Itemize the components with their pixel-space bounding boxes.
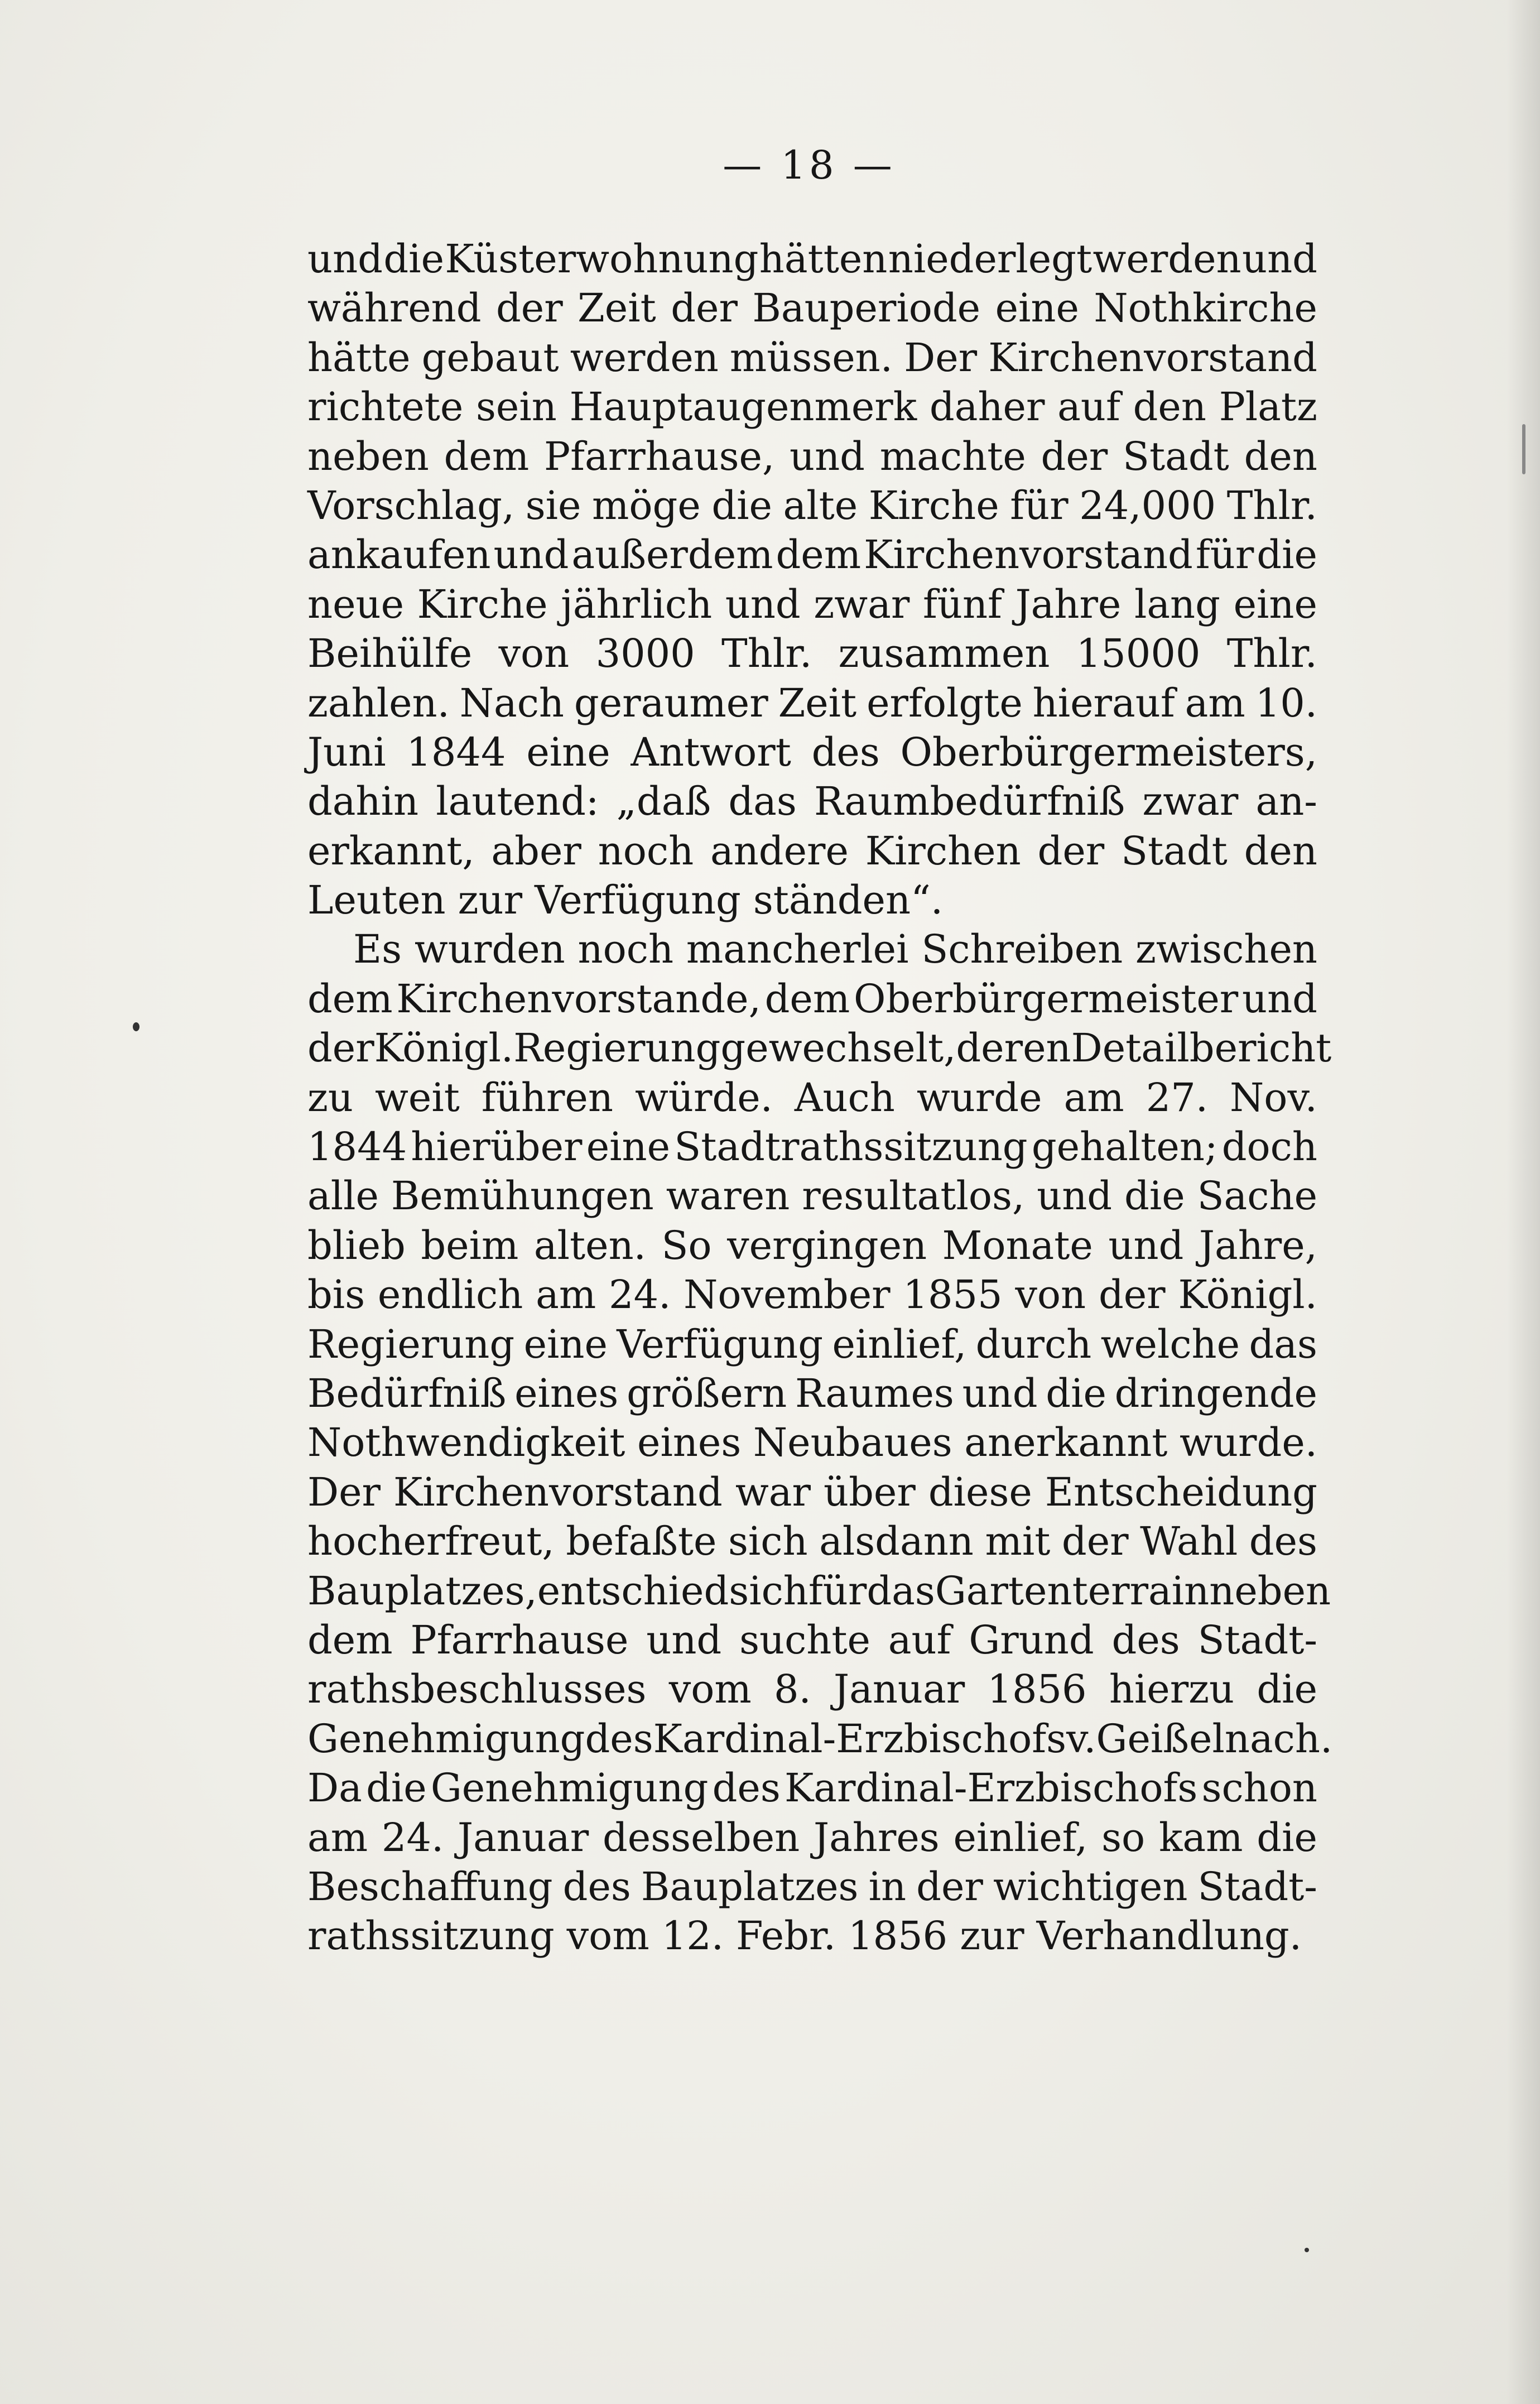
word: für — [1010, 482, 1069, 528]
word: werden — [1093, 236, 1241, 282]
word: machte — [879, 433, 1026, 479]
word: Pfarrhause — [410, 1617, 629, 1663]
word: Nov. — [1230, 1074, 1317, 1121]
word: suchte — [739, 1617, 870, 1663]
word: Bauperiode — [752, 285, 981, 331]
word: das — [867, 1568, 935, 1614]
word: Bedürfniß — [307, 1370, 507, 1416]
word: Stadt — [1121, 828, 1228, 874]
text-line — [307, 382, 1317, 431]
word: werden — [570, 334, 719, 381]
word: gebaut — [421, 334, 559, 381]
word: 1844 — [307, 1124, 407, 1170]
text-line — [307, 1270, 1317, 1319]
word: zwar — [1142, 778, 1239, 825]
word: am — [1063, 1074, 1124, 1121]
word: erkannt, — [307, 828, 475, 874]
text-line — [307, 1763, 1317, 1812]
text-line — [307, 629, 1317, 678]
word: zusammen — [838, 631, 1050, 677]
word: und — [1242, 236, 1317, 282]
word: geraumer — [574, 680, 768, 726]
word: Geißel — [1096, 1715, 1225, 1762]
word: möge — [592, 482, 701, 528]
text-line — [307, 1566, 1331, 1616]
word: Bemühungen — [391, 1173, 654, 1219]
text-line — [307, 1616, 1317, 1665]
word: Auch — [794, 1074, 895, 1121]
word: Detailbericht — [1071, 1025, 1332, 1071]
word: Genehmigung — [430, 1765, 709, 1811]
word: war — [735, 1469, 811, 1515]
word: die — [1257, 1666, 1317, 1713]
word: 1855 — [903, 1272, 1003, 1318]
word: 24. — [609, 1272, 671, 1318]
word: zahlen. — [307, 680, 450, 726]
word: hocherfreut, — [307, 1518, 555, 1565]
word: Thlr. — [1226, 631, 1317, 677]
word: eine — [526, 729, 610, 775]
word: eine — [586, 1124, 671, 1170]
word: Es — [353, 926, 402, 973]
word: der — [1098, 1272, 1166, 1318]
word: sich — [729, 1568, 808, 1614]
word: Leuten — [307, 877, 446, 924]
word: und — [1037, 1173, 1113, 1219]
word: welche — [1100, 1321, 1240, 1367]
word: und — [725, 581, 801, 627]
word: am — [307, 1814, 368, 1860]
word: auf — [1057, 384, 1120, 430]
word: Grund — [969, 1617, 1094, 1663]
word: Wahl — [1140, 1518, 1238, 1565]
word: Vorschlag, — [307, 482, 515, 528]
word: außerdem — [571, 532, 773, 578]
word: alten. — [533, 1222, 646, 1268]
word: Kardinal-Erzbischofs — [784, 1765, 1198, 1811]
word: So — [661, 1222, 712, 1268]
word: so — [1101, 1814, 1146, 1860]
word: und — [307, 236, 383, 282]
word: des — [562, 1863, 631, 1910]
word: die — [383, 236, 444, 282]
word: rathsbeschlusses — [307, 1666, 647, 1713]
text-line — [307, 826, 1317, 876]
text-line — [307, 1418, 1317, 1467]
word: einlief, — [953, 1814, 1088, 1860]
word: Königl. — [1178, 1272, 1317, 1318]
word: 8. — [774, 1666, 811, 1713]
word: des — [585, 1715, 653, 1762]
word: eine — [995, 285, 1079, 331]
word: endlich — [377, 1272, 523, 1318]
word: Stadt — [1123, 433, 1229, 479]
word: hierüber — [411, 1124, 583, 1170]
word: wurde — [916, 1074, 1042, 1121]
word: 27. — [1146, 1074, 1209, 1121]
word: von — [1015, 1272, 1086, 1318]
word: und — [493, 532, 569, 578]
word: die — [366, 1765, 427, 1811]
word: befaßte — [566, 1518, 717, 1565]
word: ankaufen — [307, 532, 491, 578]
print-speck — [1522, 424, 1525, 474]
body-text — [307, 234, 1333, 1961]
word: Kirche — [417, 581, 548, 627]
word: beim — [421, 1222, 519, 1268]
word: dem — [307, 1617, 393, 1663]
text-line — [307, 1862, 1317, 1911]
word: hierzu — [1109, 1666, 1235, 1713]
text-line — [307, 974, 1317, 1023]
text-line — [307, 234, 1317, 283]
word: Schreiben — [921, 926, 1123, 973]
word: Oberbürgermeisters, — [900, 729, 1317, 775]
text-line — [307, 1665, 1317, 1714]
word: Kardinal-Erzbischofs — [653, 1715, 1067, 1762]
word: waren — [666, 1173, 790, 1219]
word: die — [1046, 1370, 1106, 1416]
word: Küsterwohnung — [445, 236, 759, 282]
text-line — [307, 1023, 1332, 1073]
word: entschied — [537, 1568, 729, 1614]
word: desselben — [603, 1814, 800, 1860]
text-line — [307, 432, 1317, 481]
word: neue — [307, 581, 405, 627]
word: gewechselt, — [720, 1025, 956, 1071]
word: 24. — [381, 1814, 444, 1860]
word: der — [495, 285, 563, 331]
word: 10. — [1255, 680, 1317, 726]
word: neben — [1209, 1568, 1331, 1614]
word: am — [536, 1272, 596, 1318]
word: hätte — [307, 334, 411, 381]
word: der — [671, 285, 738, 331]
word: Verfügung — [617, 1321, 824, 1367]
word: und — [646, 1617, 722, 1663]
word: Gartenterrain — [935, 1568, 1210, 1614]
word: Juni — [307, 729, 386, 775]
word: „daß — [616, 778, 711, 825]
word: wichtigen — [993, 1863, 1188, 1910]
word: Raumbedürfniß — [814, 778, 1125, 825]
word: erfolgte — [867, 680, 1023, 726]
word: rathssitzung — [307, 1913, 555, 1959]
text-line — [307, 1369, 1317, 1418]
word: Jahres — [814, 1814, 940, 1860]
word: daher — [929, 384, 1045, 430]
word: jährlich — [561, 581, 713, 627]
text-line — [307, 1517, 1317, 1566]
word: anerkannt — [964, 1420, 1168, 1466]
text-line — [307, 1813, 1317, 1862]
word: Kirchenvorstande, — [396, 975, 761, 1022]
word: alle — [307, 1173, 379, 1219]
text-line — [307, 580, 1317, 629]
word: Stadt- — [1197, 1617, 1317, 1663]
word: Kirchenvorstand — [393, 1469, 723, 1515]
word: dem — [444, 433, 530, 479]
text-line-paragraph-start — [307, 925, 1317, 974]
word: der — [1061, 1518, 1129, 1565]
word: eine — [1233, 581, 1317, 627]
word: nach. — [1224, 1715, 1333, 1762]
word: Antwort — [631, 729, 791, 775]
word: v. — [1066, 1715, 1096, 1762]
word: Nothwendigkeit — [307, 1420, 625, 1466]
word: für — [1195, 532, 1254, 578]
word: Febr. — [736, 1913, 836, 1959]
word: dem — [764, 975, 850, 1022]
word: sich — [728, 1518, 808, 1565]
text-line — [307, 333, 1317, 382]
word: Regierung — [513, 1025, 721, 1071]
word: würde. — [634, 1074, 773, 1121]
word: Januar — [458, 1814, 589, 1860]
word: wurde. — [1180, 1420, 1317, 1466]
word: der — [307, 1025, 374, 1071]
word: die — [711, 482, 772, 528]
word: von — [498, 631, 570, 677]
word: deren — [956, 1025, 1071, 1071]
word: den — [1244, 828, 1317, 874]
word: Sache — [1197, 1173, 1317, 1219]
word: noch — [578, 926, 674, 973]
word: Neubaues — [753, 1420, 952, 1466]
word: der — [1041, 433, 1108, 479]
word: November — [684, 1272, 891, 1318]
text-line — [307, 283, 1317, 333]
word: Entscheidung — [1045, 1469, 1317, 1515]
word: zur — [960, 1913, 1024, 1959]
word: des — [712, 1765, 781, 1811]
word: Pfarrhause, — [544, 433, 775, 479]
word: wurden — [414, 926, 565, 973]
word: ständen“. — [753, 877, 944, 924]
word: den — [1133, 384, 1206, 430]
word: Januar — [834, 1666, 965, 1713]
word: fünf — [922, 581, 1002, 627]
word: 1856 — [987, 1666, 1087, 1713]
word: bis — [307, 1272, 365, 1318]
text-line — [307, 1221, 1317, 1270]
word: das — [1249, 1321, 1317, 1367]
word: Zeit — [578, 285, 656, 331]
word: zwischen — [1135, 926, 1317, 973]
word: Nach — [459, 680, 565, 726]
word: hierauf — [1032, 680, 1175, 726]
print-speck — [133, 1022, 139, 1031]
word: hätten — [759, 236, 888, 282]
print-speck — [1305, 2248, 1309, 2252]
word: auf — [888, 1617, 951, 1663]
word: Monate — [942, 1222, 1093, 1268]
word: Oberbürgermeister — [853, 975, 1239, 1022]
word: 1844 — [406, 729, 506, 775]
word: Platz — [1219, 384, 1317, 430]
word: eines — [637, 1420, 742, 1466]
text-line — [307, 1320, 1317, 1369]
text-line-paragraph-end — [307, 1911, 1317, 1960]
word: durch — [975, 1321, 1092, 1367]
word: Kirchenvorstand — [988, 334, 1317, 381]
word: müssen. — [729, 334, 893, 381]
word: doch — [1221, 1124, 1317, 1170]
word: mit — [985, 1518, 1051, 1565]
word: 12. — [661, 1913, 724, 1959]
word: Kirche — [868, 482, 999, 528]
text-line — [307, 777, 1317, 826]
word: und — [790, 433, 865, 479]
word: Stadt- — [1197, 1863, 1317, 1910]
word: neben — [307, 433, 429, 479]
word: Der — [904, 334, 978, 381]
word: einlief, — [832, 1321, 967, 1367]
word: richtete — [307, 384, 464, 430]
page-number: — 18 — — [723, 142, 896, 188]
word: eine — [523, 1321, 608, 1367]
word: an- — [1255, 778, 1317, 825]
word: die — [1257, 532, 1317, 578]
word: Jahre, — [1199, 1222, 1317, 1268]
word: zu — [307, 1074, 353, 1121]
word: Genehmigung — [307, 1715, 585, 1762]
word: zur — [458, 877, 523, 924]
word: alte — [783, 482, 858, 528]
word: eines — [514, 1370, 619, 1416]
text-line — [307, 1122, 1317, 1171]
word: 15000 — [1076, 631, 1201, 677]
word: resultatlos, — [802, 1173, 1025, 1219]
word: dem — [307, 975, 393, 1022]
word: Stadtrathssitzung — [674, 1124, 1028, 1170]
word: Raumes — [795, 1370, 954, 1416]
word: und — [1108, 1222, 1184, 1268]
word: dahin — [307, 778, 419, 825]
page-edge-shadow — [1507, 0, 1540, 2404]
word: schon — [1201, 1765, 1317, 1811]
word: Thlr. — [721, 631, 812, 677]
word: Verfügung — [535, 877, 741, 924]
word: und — [962, 1370, 1038, 1416]
text-line — [307, 481, 1317, 530]
word: Bauplatzes, — [307, 1568, 537, 1614]
word: aber — [491, 828, 581, 874]
word: Nothkirche — [1094, 285, 1317, 331]
word: sein — [475, 384, 557, 430]
text-line — [307, 1714, 1333, 1763]
word: vergingen — [727, 1222, 927, 1268]
text-line — [307, 679, 1317, 728]
word: Hauptaugenmerk — [569, 384, 917, 430]
text-line — [307, 728, 1317, 777]
word: Jahre — [1015, 581, 1122, 627]
word: weit — [374, 1074, 460, 1121]
word: den — [1244, 433, 1317, 479]
word: für — [808, 1568, 867, 1614]
word: gehalten; — [1031, 1124, 1218, 1170]
word: Kirchen — [865, 828, 1021, 874]
word: Zeit — [778, 680, 857, 726]
word: die — [1257, 1814, 1317, 1860]
word: blieb — [307, 1222, 406, 1268]
word: mancherlei — [686, 926, 909, 973]
text-line-paragraph-end — [307, 876, 1317, 925]
word: alsdann — [819, 1518, 974, 1565]
word: Verhandlung. — [1036, 1913, 1302, 1959]
word: Kirchenvorstand — [864, 532, 1193, 578]
word: sie — [525, 482, 581, 528]
word: während — [307, 285, 482, 331]
word: Beihülfe — [307, 631, 473, 677]
word: und — [1241, 975, 1317, 1022]
text-line — [307, 530, 1317, 579]
word: 1856 — [848, 1913, 948, 1959]
word: am — [1185, 680, 1245, 726]
word: zwar — [814, 581, 910, 627]
word: der — [1037, 828, 1105, 874]
word: Der — [307, 1469, 381, 1515]
word: der — [916, 1863, 983, 1910]
word: Bauplatzes — [641, 1863, 859, 1910]
word: in — [868, 1863, 907, 1910]
word: Da — [307, 1765, 362, 1811]
word: vom — [668, 1666, 752, 1713]
word: die — [1124, 1173, 1185, 1219]
word: dem — [776, 532, 862, 578]
word: Beschaffung — [307, 1863, 553, 1910]
word: über — [824, 1469, 916, 1515]
word: 24,000 — [1079, 482, 1216, 528]
word: das — [728, 778, 797, 825]
word: noch — [598, 828, 694, 874]
text-line — [307, 1468, 1317, 1517]
text-line — [307, 1171, 1317, 1220]
word: diese — [928, 1469, 1032, 1515]
word: Regierung — [307, 1321, 515, 1367]
word: 3000 — [595, 631, 695, 677]
text-line — [307, 1073, 1317, 1122]
word: kam — [1158, 1814, 1243, 1860]
word: Thlr. — [1226, 482, 1317, 528]
word: Königl. — [374, 1025, 514, 1071]
word: führen — [481, 1074, 613, 1121]
word: niederlegt — [888, 236, 1093, 282]
word: größern — [627, 1370, 787, 1416]
word: des — [811, 729, 880, 775]
word: lautend: — [436, 778, 599, 825]
word: des — [1111, 1617, 1180, 1663]
word: andere — [710, 828, 849, 874]
word: dringende — [1114, 1370, 1317, 1416]
word: lang — [1134, 581, 1220, 627]
word: vom — [566, 1913, 649, 1959]
word: des — [1249, 1518, 1317, 1565]
